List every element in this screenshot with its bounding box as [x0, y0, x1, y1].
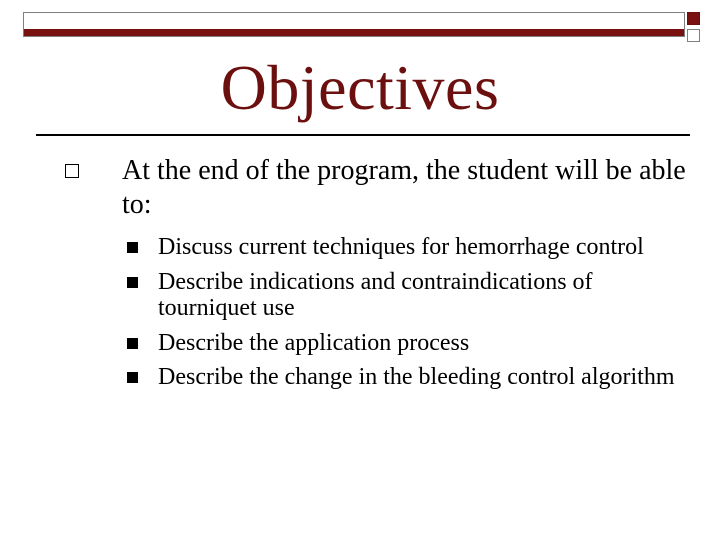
main-bullet-text: At the end of the program, the student will be able to:: [122, 155, 686, 220]
list-item-text: Discuss current techniques for hemorrhage control: [158, 234, 644, 260]
list-item-text: Describe indications and contraindications of tourniquet use: [158, 268, 593, 321]
list-item-text: Describe the application process: [158, 329, 470, 356]
corner-square-icon: [687, 29, 700, 42]
filled-square-icon: [127, 242, 138, 253]
hollow-square-icon: [65, 164, 79, 178]
list-item: [124, 330, 684, 357]
filled-square-icon: [127, 277, 138, 288]
list-item: [124, 364, 684, 391]
title-divider: [36, 134, 690, 136]
filled-square-icon: [127, 338, 138, 349]
filled-square-icon: [127, 372, 138, 383]
top-decorative-bar: [24, 29, 684, 36]
corner-square-icon: [687, 12, 700, 25]
list-item: [124, 234, 684, 261]
slide-title: Objectives: [220, 52, 500, 123]
list-item-text: Describe the change in the bleeding control algorithm: [158, 364, 675, 390]
objectives-list: [124, 234, 684, 399]
list-item: [124, 269, 684, 322]
